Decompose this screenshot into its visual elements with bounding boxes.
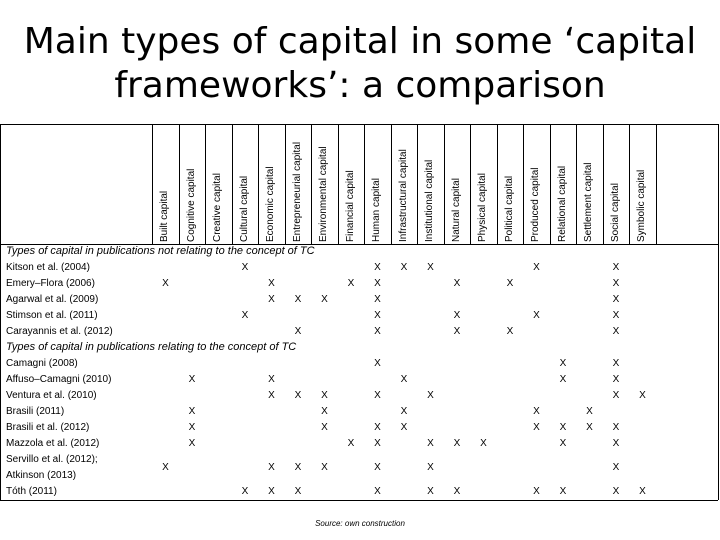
capital-mark: X [453,326,461,337]
capital-mark: X [639,486,646,497]
column-divider [576,124,577,244]
capital-mark: X [162,278,169,289]
table-border [718,124,719,500]
capital-mark: X [612,374,620,385]
column-header: Financial capital [344,170,356,242]
capital-mark: X [374,486,381,497]
capital-mark: X [427,262,434,273]
column-header: Institutional capital [424,159,435,242]
column-header: Creative capital [212,173,223,242]
capital-mark: X [612,438,620,449]
column-header: Natural capital [450,178,462,242]
capital-mark: X [294,462,302,473]
capital-mark: X [241,310,249,321]
capital-mark: X [321,406,328,417]
table-border [0,124,1,500]
capital-mark: X [374,326,381,337]
capital-mark: X [612,390,620,401]
capital-mark: X [321,390,328,401]
capital-mark: X [374,310,381,321]
column-divider [523,124,524,244]
capital-mark: X [374,438,381,449]
capital-mark: X [612,358,620,369]
capital-mark: X [506,278,514,289]
capital-mark: X [612,486,620,497]
capital-mark: X [427,462,434,473]
section-title: Types of capital in publications not relating to the concept of TC [6,245,315,257]
capital-mark: X [268,278,275,289]
column-divider [391,124,392,244]
row-label: Kitson et al. (2004) [6,262,90,273]
capital-mark: X [427,438,434,449]
capital-mark: X [639,390,646,401]
column-header: Built capital [159,190,170,242]
column-header: Human capital [371,178,382,242]
column-divider [550,124,551,244]
capital-mark: X [533,422,540,433]
column-header: Political capital [503,175,515,242]
capital-mark: X [453,438,461,449]
row-label: Atkinson (2013) [6,470,77,481]
column-divider [152,124,153,244]
row-label: Mazzola et al. (2012) [6,438,100,449]
capital-mark: X [347,438,355,449]
capital-mark: X [347,278,355,289]
row-label: Stimson et al. (2011) [6,310,98,321]
capital-mark: X [586,406,593,417]
column-header: Infrastructural capital [397,149,409,242]
capital-mark: X [400,406,408,417]
capital-mark: X [559,422,567,433]
column-divider [258,124,259,244]
capital-mark: X [268,462,275,473]
capital-mark: X [453,310,461,321]
capital-mark: X [400,262,408,273]
capital-mark: X [612,262,620,273]
capital-mark: X [321,422,328,433]
column-divider [470,124,471,244]
capital-mark: X [453,278,461,289]
column-header: Economic capital [265,166,276,242]
column-divider [603,124,604,244]
capital-mark: X [506,326,514,337]
slide-title [0,20,720,108]
capital-mark: X [612,294,620,305]
capital-mark: X [427,390,434,401]
capital-mark: X [374,262,381,273]
capital-mark: X [533,262,540,273]
column-divider [497,124,498,244]
capital-mark: X [241,486,249,497]
capital-mark: X [374,358,381,369]
capital-mark: X [374,422,381,433]
row-label: Agarwal et al. (2009) [6,294,99,305]
capital-mark: X [612,422,620,433]
column-header: Symbolic capital [636,169,647,242]
row-label: Ventura et al. (2010) [6,390,97,401]
capital-mark: X [533,310,540,321]
column-divider [338,124,339,244]
capital-mark: X [241,262,249,273]
capital-mark: X [559,374,567,385]
row-label: Servillo et al. (2012); [6,454,98,465]
capital-mark: X [400,422,408,433]
capital-mark: X [268,390,275,401]
capital-mark: X [612,310,620,321]
capital-mark: X [612,462,620,473]
capital-mark: X [612,278,620,289]
row-label: Carayannis et al. (2012) [6,326,113,337]
column-header: Produced capital [530,167,541,242]
capital-mark: X [268,294,275,305]
capital-mark: X [294,294,302,305]
capital-mark: X [294,326,302,337]
capital-mark: X [374,278,381,289]
row-divider [0,500,718,501]
comparison-table [0,124,720,516]
column-header: Cultural capital [238,175,250,242]
column-header: Environmental capital [318,146,329,242]
capital-mark: X [586,422,593,433]
column-header: Relational capital [556,165,568,242]
capital-mark: X [294,390,302,401]
capital-mark: X [453,486,461,497]
column-divider [364,124,365,244]
source-note: Source: own construction [315,519,405,528]
capital-mark: X [321,294,328,305]
capital-mark: X [188,374,196,385]
column-header: Entrepreneurial capital [291,141,303,242]
column-divider [285,124,286,244]
capital-mark: X [374,462,381,473]
row-label: Affuso–Camagni (2010) [6,374,112,385]
capital-mark: X [268,374,275,385]
capital-mark: X [294,486,302,497]
row-divider [0,124,718,125]
row-label: Emery–Flora (2006) [6,278,95,289]
capital-mark: X [374,294,381,305]
capital-mark: X [427,486,434,497]
row-label: Tóth (2011) [6,486,57,497]
capital-mark: X [188,406,196,417]
title-line-2: frameworks’: a comparison [114,65,606,106]
row-label: Brasili (2011) [6,406,65,417]
column-header: Social capital [609,183,621,242]
capital-mark: X [533,406,540,417]
capital-mark: X [612,326,620,337]
column-divider [205,124,206,244]
capital-mark: X [559,358,567,369]
row-label: Brasili et al. (2012) [6,422,90,433]
capital-mark: X [188,438,196,449]
column-divider [444,124,445,244]
capital-mark: X [400,374,408,385]
column-divider [417,124,418,244]
capital-mark: X [559,438,567,449]
column-divider [656,124,657,244]
column-divider [629,124,630,244]
column-header: Settlement capital [583,162,594,242]
row-label: Camagni (2008) [6,358,78,369]
capital-mark: X [533,486,540,497]
capital-mark: X [321,462,328,473]
column-divider [232,124,233,244]
capital-mark: X [559,486,567,497]
capital-mark: X [374,390,381,401]
title-line-1: Main types of capital in some ‘capital [23,21,697,62]
section-title: Types of capital in publications relating to the concept of TC [6,341,297,353]
capital-mark: X [162,462,169,473]
column-header: Physical capital [477,173,488,242]
column-divider [311,124,312,244]
column-header: Cognitive capital [185,168,197,242]
capital-mark: X [480,438,487,449]
capital-mark: X [268,486,275,497]
column-divider [179,124,180,244]
capital-mark: X [188,422,196,433]
